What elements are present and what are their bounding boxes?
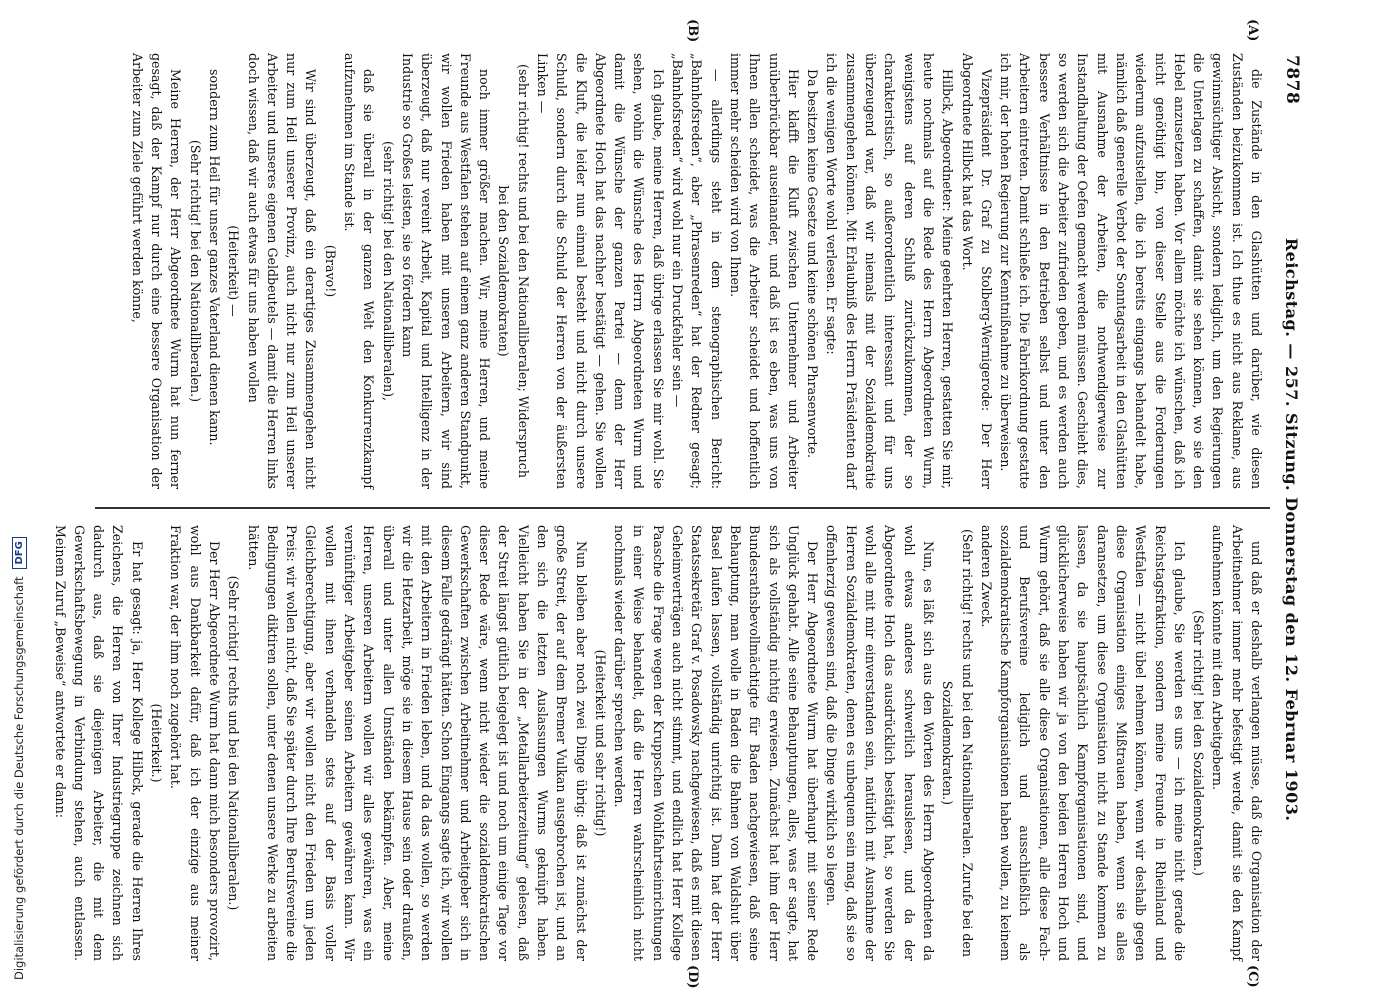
- paragraph: Meine Herren, der Herr Abgeordnete Wurm hat nun ferner gesagt, daß der Kampf nur durch eine bessere Organisation der Arbeiter zum Ziele geführt werden könne,: [129, 53, 184, 489]
- paragraph: noch immer größer machen. Wir, meine Herren, und meine Freunde aus Westfalen stehen auf einem ganz anderen Standpunkt, wir wollen Frieden haben mit unseren Arbeitern, wir sind überzeugt, daß nur vereint Arbeit, Kapital und Intelligenz in der Industrie so Großes leisten, sie so fördern kann: [399, 53, 493, 489]
- paragraph: sondern zum Heil für unser ganzes Vaterland dienen kann.: [206, 69, 222, 446]
- paragraph: Wir sind überzeugt, daß ein derartiges Zusammengehen nicht nur zum Heil unserer Provinz, auch nicht nur zum Heil unserer Arbeiter und unseres eigenen Geldbeutels — damit die Herren links doch wissen, daß wir auch etwas für uns haben wollen: [245, 53, 319, 489]
- interjection: (Sehr richtig! rechts und bei den Nationalliberalen.): [226, 575, 242, 911]
- paragraph: — allerdings steht in dem stenographischen Bericht: „Bahnhofsreden“, aber „Phrasenreden“ hat der Redner gesagt; „Bahnhofsreden“ wird wohl nur ein Druckfehler sein —: [670, 53, 724, 489]
- paragraph: und daß er deshalb verlangen müsse, daß die Organisation der Arbeitnehmer immer mehr befestigt werde, damit sie den Kampf aufnehmen könnte mit den Arbeitgebern.: [1210, 525, 1264, 961]
- footer-credit: Digitalisierung gefördert durch die Deutsche Forschungsgemeinschaft: [12, 576, 26, 980]
- paragraph: Nun, es läßt sich aus den Worten des Herrn Abgeordneten da wohl etwas anderes schwerlich herauslesen, und da der Abgeordnete Hoch das ausdrücklich bestätigt hat, so werden Sie wohl alle mit mir einverstanden sein, natürlich mit Ausnahme der Herren Sozialdemokraten, denen es unbequem sein mag, daß sie so offenherzig gewesen sind, daß die Dinge wirklich so liegen.: [824, 525, 936, 961]
- paragraph: Ich glaube, Sie werden es uns — ich meine nicht gerade die Reichstagsfraktion, sondern meine Freunde in Rheinland und Westfalen — nicht übel nehmen können, wenn wir deshalb gegen diese Organisation einiges Mißtrauen haben, wenn sie alles daransetzen, um diese Organisation nicht zu Stande kommen zu lassen, da sie hauptsächlich Kampforganisationen sind, und glücklicherweise haben wir ja von den beiden Herren Hoch und Wurm gehört, daß sie alle diese Organisationen, alle diese Fach- und Berufsvereine lediglich und ausschließlich als sozialdemokratische Kampforganisationen haben wollen, zu keinem anderen Zweck.: [978, 525, 1187, 961]
- margin-mark-b: (B): [685, 19, 700, 43]
- interjection: (Sehr richtig! bei den Nationalliberalen.): [187, 139, 203, 403]
- interjection: (Heiterkeit) —: [226, 225, 242, 317]
- dfg-logo: DFG: [12, 537, 27, 568]
- paragraph: Nun bleiben aber noch zwei Dinge übrig: daß ist zunächst der große Streit, der auf dem Bremer Vulkan ausgebrochen ist, und an den sich die letzten Auslassungen Wurms geknüpft haben. Vielleicht haben Sie in der „Metallarbeiterzeitung“ gelesen, daß der Streit längst gütlich beigelegt ist und noch um einige Tage vor dieser Rede wäre, wenn nicht wieder die sozialdemokratischen Gewerkschaften zwischen Arbeitnehmer und Arbeitgeber sich in diesem Falle gedrängt hätten. Schon Eingangs sagte ich, wir wollen mit den Arbeitern in Frieden leben, und da das wollen, so werden wir die Hetzarbeit, möge sie in diesem Hause sein oder draußen, überall und unter allen Umständen bekämpfen. Aber, meine Herren, unseren Arbeitern wollen wir alles gewähren, was ein vernünftiger Arbeitgeber seinen Arbeitern gewähren kann. Wir wollen mit ihnen verhandeln stets auf der Basis voller Gleichberechtigung, aber wir wollen nicht den Frieden um jeden Preis: wir wollen nicht, daß Sie später durch Ihre Berufsvereine die Bedingungen diktiren sollen, unter denen unsere Werke zu arbeiten hätten.: [245, 525, 589, 961]
- interjection: (Bravo!): [322, 244, 338, 298]
- paragraph: daß sie überall in der ganzen Welt den Konkurrenzkampf aufzunehmen im Stande ist.: [342, 53, 377, 489]
- page-number: 7878: [1282, 55, 1302, 105]
- interjection: (Sehr richtig! rechts und bei den Nationalliberalen. Zurufe bei den Sozialdemokraten.): [940, 528, 975, 957]
- paragraph: Der Herr Abgeordnete Wurm hat dann mich besonders provozirt, wohl aus Dankbarkeit dafür, daß ich der einzige aus meiner Fraktion war, der ihm noch zugehört hat.: [168, 525, 222, 961]
- rotated-page: [52, 19, 1310, 989]
- left-column: [96, 53, 1266, 489]
- paragraph: Ich glaube, meine Herren, daß übrige erlassen Sie mir wohl. Sie sehen, wohin die Wünsche des Herrn Abgeordneten Wurm und damit die Wünsche der ganzen Partei — denn der Herr Abgeordnete Hoch hat das nachher bestätigt — gehen. Sie wollen die Kluft, die leider nun einmal besteht und nicht durch unsere Schuld, sondern durch die Schuld der Herren von der äußersten Linken —: [535, 53, 666, 489]
- page-title: Reichstag. — 257. Sitzung. Donnerstag den 12. Februar 1903.: [1282, 237, 1302, 822]
- paragraph: die Zustände in den Glashütten und darüber, wie diesen Zuständen beizukommen ist. Ich thue es nicht aus Reklame, aus gewinnsüchtiger Absicht, sondern lediglich, um den Regierungen die Unterlagen zu schaffen, damit sie sehen können, wo sie den Hebel anzusetzen haben. Vor allem möchte ich wünschen, daß ich nicht genöthigt bin, von dieser Stelle aus die Forderungen wiederum aufzustellen, die ich bereits eingangs behandelt habe, nämlich daß generelle Verbot der Sonntagsarbeit in den Glashütten mit Ausnahme der Arbeiten, die nothwendigerweise zur Instandhaltung der Oefen gemacht werden müssen. Geschieht dies, so werden sich die Arbeiter zufrieden geben, und es werden auch bessere Verhältnisse in den Betrieben selbst und unter den Arbeitern eintreten. Damit schließe ich. Die Fabrikordnung gestatte ich mir, der hohen Regierung zur Kenntnißnahme zu überweisen.: [998, 53, 1264, 489]
- margin-mark-a: (A): [1245, 19, 1260, 42]
- paragraph: Er hat gesagt: ja, Herr Kollege Hilbck, gerade die Herren Ihres Zeichens, die Herren von Ihrer Industriegruppe zeichnen sich dadurch aus, daß sie diejenigen Arbeiter, die mit dem Gewerkschaftsbewegung in Verbindung stehen, auch entlassen. Meinem Zuruf „Beweise“ antwortete er dann:: [52, 525, 145, 961]
- paragraph: Hilbck, Abgeordneter: Meine geehrten Herren, gestatten Sie mir, heute nochmals auf die Rede des Herrn Abgeordneten Wurm, wenigstens auf deren Schluß zurückzukommen, der so charakteristisch, so außerordentlich interessant und für uns überzeugend war, daß wir niemals mit der Sozialdemokratie zusammengehen können. Mit Erlaubniß des Herrn Präsidenten darf ich die wenigen Worte wohl verlesen. Er sagte:: [824, 53, 956, 489]
- paragraph: Hier klafft die Kluft zwischen Unternehmer und Arbeiter unüberbrückbar auseinander, und daß ist es eben, was uns von Ihnen allen scheidet, was die Arbeiter scheidet und hoffentlich immer mehr scheiden wird von Ihnen.: [727, 53, 801, 489]
- paragraph: Da besitzen keine Gesetze und keine schönen Phrasenworte.: [805, 69, 821, 459]
- paragraph: Vizepräsident Dr. Graf zu Stolberg-Wernigerode: Der Herr Abgeordnete Hilbck hat das Wort.: [959, 53, 994, 489]
- digitization-footer: [8, 0, 30, 980]
- column-divider: [95, 507, 1270, 509]
- margin-mark-c: (C): [1245, 965, 1260, 988]
- interjection: (Sehr richtig! bei den Sozialdemokraten.): [1191, 610, 1207, 876]
- interjection: (sehr richtig! rechts und bei den Nationalliberalen; Widerspruch bei den Sozialdemokraten): [496, 64, 531, 478]
- right-column: [52, 525, 1266, 961]
- interjection: (Heiterkeit und sehr richtig!): [592, 649, 608, 837]
- page-header: [1274, 55, 1310, 955]
- paragraph: Der Herr Abgeordnete Wurm hat überhaupt mit seiner Rede Unglück gehabt. Alle seine Behauptungen, alles, was er sagte, hat sich als vollständig nichtig erwiesen. Zunächst hat ihm der Herr Bundesrathsbevollmächtigte für Baden nachgewiesen, daß seine Behauptung, man wolle in Baden die Bahnen von Waldshut über Basel laufen lassen, vollständig unrichtig ist. Dann hat der Herr Staatssekretär Graf v. Posadowsky nachgewiesen, daß es mit diesen Geheimverträgen auch nicht stimmt, und endlich hat Herr Kollege Paasche die Frage wegen der Kruppschen Wohlfahrtseinrichtungen in einer Weise behandelt, daß die Herren wahrscheinlich nicht nochmals wieder darüber sprechen werden.: [612, 525, 821, 961]
- interjection: (Heiterkeit.): [149, 703, 165, 783]
- interjection: (sehr richtig! bei den Nationalliberalen),: [380, 140, 396, 402]
- margin-mark-d: (D): [685, 965, 700, 989]
